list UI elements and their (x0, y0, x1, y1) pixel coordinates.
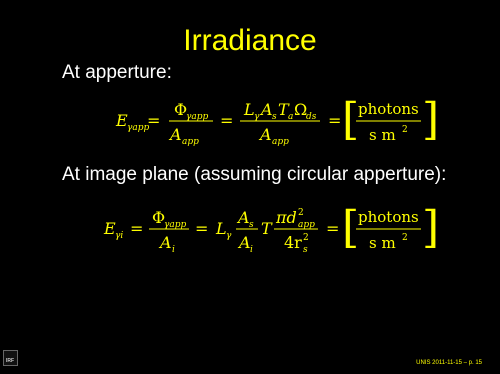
eq2-bracket-right: ] (422, 202, 440, 253)
eq1-As: A (261, 100, 273, 119)
eq2-pi-d: πd (276, 208, 297, 227)
slide-footer: UNIS 2011-11-15 – p. 15 (416, 360, 482, 366)
eq1-phi: Φ (174, 100, 188, 119)
eq2-Ai: A (239, 233, 251, 252)
eq2-unit-num: photons (358, 208, 419, 226)
eq2-phi: Φ (152, 208, 166, 227)
heading-at-image-plane: At image plane (assuming circular apperture): (62, 164, 447, 185)
eq1-equals-3: = (328, 111, 342, 130)
eq2-As-sub: s (249, 220, 254, 230)
equation-irradiance-image-plane (0, 196, 500, 266)
eq2-equals-2: = (195, 219, 209, 238)
eq1-lhs-sub: γapp (127, 123, 150, 133)
eq2-pi-d-sup: 2 (298, 208, 304, 218)
eq2-4r: 4r (284, 233, 302, 252)
eq1-Ta-sub: a (288, 112, 294, 122)
eq2-equals-3: = (326, 219, 340, 238)
eq2-bracket-left: [ (342, 202, 360, 253)
eq2-T: T (261, 219, 272, 238)
eq2-L: L (216, 219, 227, 238)
eq1-As-sub: s (272, 112, 277, 122)
eq1-bracket-right: ] (422, 94, 440, 145)
eq1-equals-1: = (147, 111, 161, 130)
eq2-phi-sub: γapp (164, 220, 187, 230)
eq2-equals-1: = (130, 219, 144, 238)
irf-logo (3, 350, 18, 366)
eq1-equals-2: = (220, 111, 234, 130)
eq2-Ai-sub: i (250, 245, 253, 255)
eq1-unit-num: photons (358, 100, 419, 118)
heading-at-aperture: At apperture: (62, 62, 172, 83)
eq1-phi-sub: γapp (186, 112, 209, 122)
eq1-omega: Ω (294, 100, 308, 119)
eq1-frac2-den-sub: app (272, 137, 289, 147)
eq1-frac2-den: A (260, 125, 272, 144)
eq1-L-sub: γ (254, 112, 260, 122)
eq2-pi-d-sub: app (298, 220, 315, 230)
logo-text: IRF (6, 358, 15, 364)
eq1-unit-den: s m (369, 126, 396, 144)
eq1-L: L (244, 100, 255, 119)
eq2-lhs-sub: γi (115, 231, 124, 241)
eq2-lhs: E (104, 219, 116, 238)
eq1-Ta: T (278, 100, 289, 119)
eq2-As: A (238, 208, 250, 227)
eq1-frac1-den-sub: app (182, 137, 199, 147)
eq2-unit-exp: 2 (402, 233, 408, 243)
eq1-lhs: E (116, 111, 128, 130)
eq1-unit-exp: 2 (402, 125, 408, 135)
slide-title: Irradiance (183, 24, 317, 57)
eq2-frac1-den-sub: i (172, 245, 175, 255)
eq2-frac1-den: A (160, 233, 172, 252)
eq2-L-sub: γ (226, 231, 232, 241)
eq1-frac1-den: A (170, 125, 182, 144)
eq2-4r-sup: 2 (303, 233, 309, 243)
eq2-4r-sub: s (303, 245, 308, 255)
eq1-omega-sub: ds (306, 112, 317, 122)
eq1-bracket-left: [ (342, 94, 360, 145)
equation-irradiance-aperture (0, 88, 500, 158)
eq2-unit-den: s m (369, 234, 396, 252)
